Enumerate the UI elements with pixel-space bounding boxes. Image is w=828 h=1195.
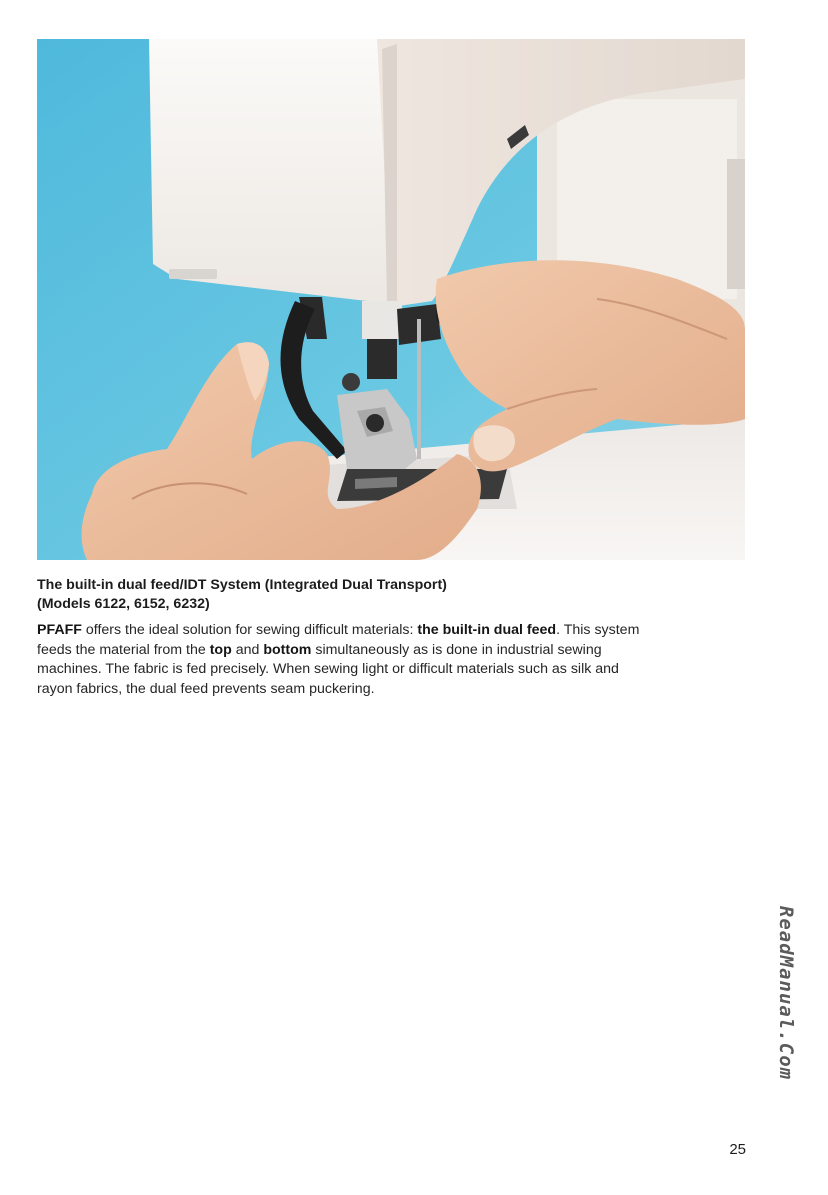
page-number: 25 [729, 1141, 746, 1158]
description-paragraph [37, 621, 752, 699]
emphasis-bottom: bottom [263, 641, 312, 658]
paragraph-line-2 [37, 641, 752, 661]
watermark-text: ReadManual.Com [775, 905, 797, 1081]
section-heading [37, 576, 752, 614]
brand-name: PFAFF [37, 622, 82, 638]
heading-line-1: The built-in dual feed/IDT System (Integrated Dual Transport) [37, 577, 447, 593]
emphasis-dual-feed: the built-in dual feed [417, 622, 557, 638]
paragraph-text: simultaneously as is done in industrial sewing [311, 641, 602, 658]
paragraph-line-3: machines. The fabric is fed precisely. When sewing light or difficult materials such as silk and [37, 661, 619, 678]
emphasis-top: top [209, 641, 232, 658]
paragraph-text: . This system [556, 622, 640, 638]
paragraph-text: feeds the material from the [37, 641, 210, 658]
paragraph-line-1 [37, 621, 752, 641]
paragraph-line-4: rayon fabrics, the dual feed prevents seam puckering. [37, 680, 375, 697]
paragraph-text: offers the ideal solution for sewing difficult materials: [81, 622, 418, 638]
sewing-machine-photo [37, 39, 745, 560]
watermark [758, 858, 814, 1128]
paragraph-text: and [231, 641, 264, 658]
heading-line-2: (Models 6122, 6152, 6232) [37, 596, 210, 612]
